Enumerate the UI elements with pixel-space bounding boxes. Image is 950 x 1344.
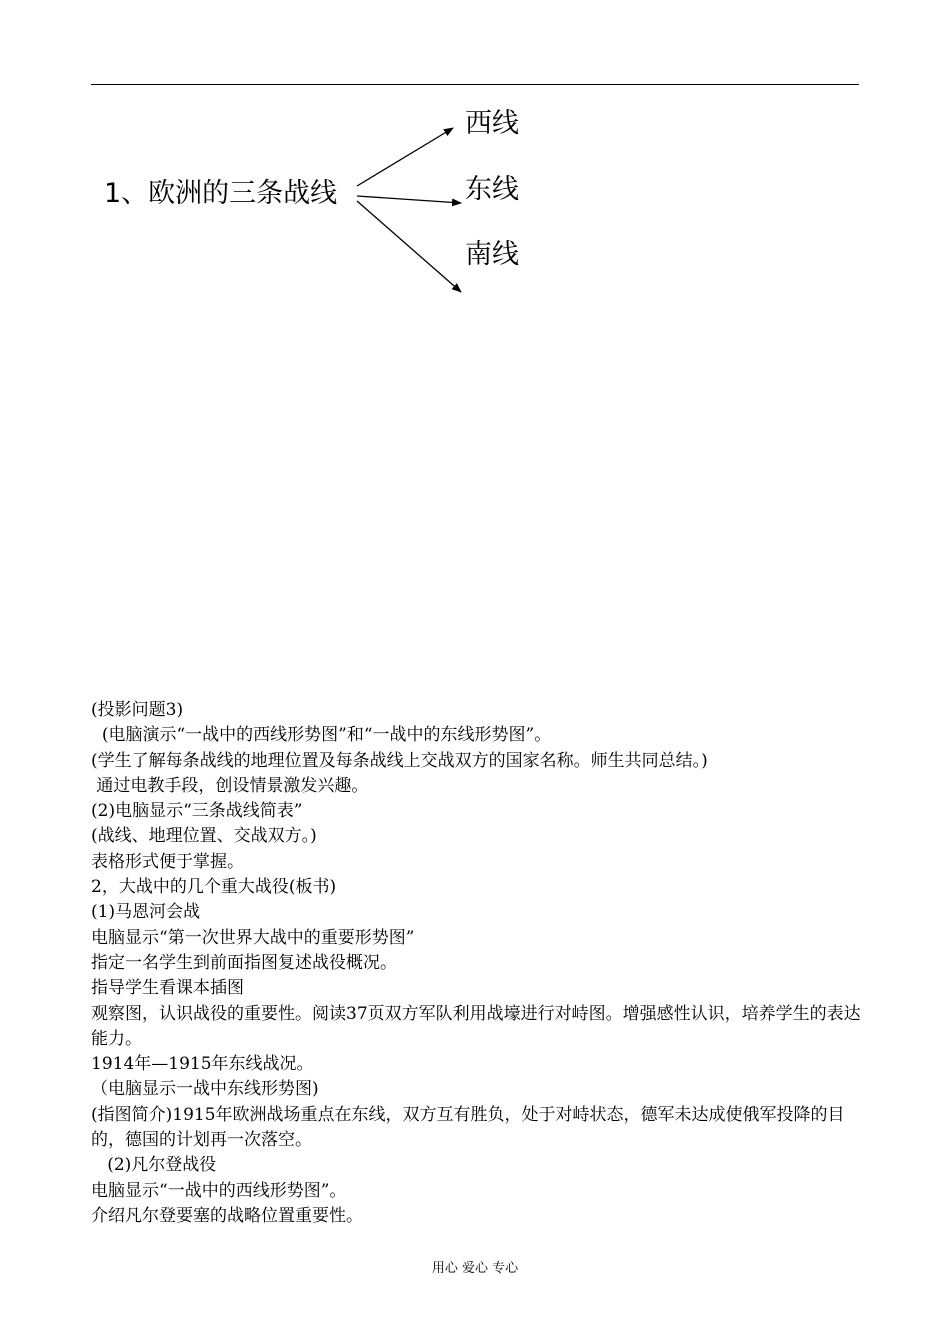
- paragraph: 通过电教手段，创设情景激发兴趣。: [91, 775, 369, 796]
- paragraph: 观察图，认识战役的重要性。阅读37页双方军队利用战壕进行对峙图。增强感性认识，培养学生的表达能力。: [91, 1003, 861, 1049]
- branch-south-label: 南线: [465, 239, 519, 270]
- paragraph: （电脑显示一战中东线形势图): [91, 1079, 319, 1100]
- branch-west-label: 西线: [465, 108, 519, 139]
- lesson-body: [91, 698, 861, 1229]
- paragraph: (2)凡尔登战役: [91, 1155, 217, 1176]
- paragraph: 电脑显示“第一次世界大战中的重要形势图”: [91, 927, 415, 948]
- branch-east-label: 东线: [465, 174, 519, 205]
- paragraph: 电脑显示“一战中的西线形势图”。: [91, 1180, 347, 1201]
- arrow-west: [357, 128, 453, 186]
- page-footer: 用心 爱心 专心: [431, 1261, 519, 1276]
- paragraph: (指图简介)1915年欧洲战场重点在东线，双方互有胜负，处于对峙状态，德军未达成使俄军投降的目的，德国的计划再一次落空。: [91, 1104, 845, 1151]
- paragraph: (2)电脑显示“三条战线简表”: [91, 801, 303, 822]
- paragraph: (1)马恩河会战: [91, 902, 201, 923]
- paragraph: (电脑演示“一战中的西线形势图”和“一战中的东线形势图”。: [91, 725, 552, 746]
- paragraph: 表格形式便于掌握。: [91, 851, 244, 872]
- paragraph: (学生了解每条战线的地理位置及每条战线上交战双方的国家名称。师生共同总结。): [91, 750, 708, 771]
- paragraph: 介绍凡尔登要塞的战略位置重要性。: [91, 1205, 363, 1226]
- battle-lines-diagram: [0, 0, 950, 320]
- paragraph: (战线、地理位置、交战双方。): [91, 826, 317, 847]
- arrow-east: [357, 196, 461, 203]
- paragraph: 指导学生看课本插图: [91, 978, 244, 999]
- paragraph: 指定一名学生到前面指图复述战役概况。: [91, 952, 397, 973]
- paragraph: 1914年—1915年东线战况。: [91, 1054, 314, 1075]
- paragraph: 2，大战中的几个重大战役(板书): [91, 877, 337, 898]
- paragraph: (投影问题3): [91, 700, 184, 720]
- arrow-south: [357, 201, 461, 292]
- diagram-title: 1、欧洲的三条战线: [104, 178, 338, 209]
